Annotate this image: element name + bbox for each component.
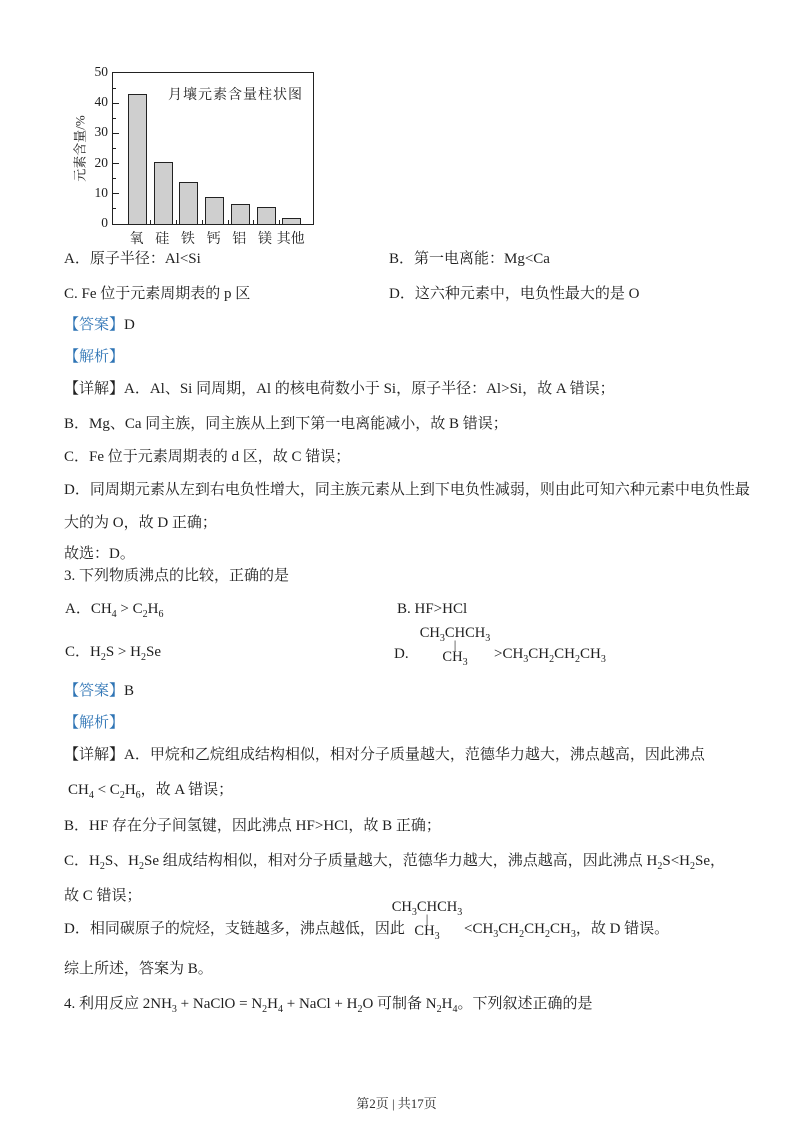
bar-镁 bbox=[257, 207, 276, 224]
bar-氧 bbox=[128, 94, 147, 224]
x-axis-label: 硅 bbox=[155, 232, 170, 247]
q2-option-c: C. Fe 位于元素周期表的 p 区 bbox=[64, 286, 251, 302]
bar-铝 bbox=[231, 204, 250, 224]
y-tick-label: 0 bbox=[101, 215, 108, 230]
x-axis-label: 铝 bbox=[232, 232, 247, 247]
y-axis-tick bbox=[113, 178, 116, 179]
y-axis-tick bbox=[113, 163, 119, 164]
x-axis-tick bbox=[279, 220, 280, 224]
x-axis-tick bbox=[150, 220, 151, 224]
q2-analysis-label: 【解析】 bbox=[64, 349, 125, 365]
x-axis-label: 其他 bbox=[276, 232, 305, 247]
structure-bond: | bbox=[453, 637, 457, 652]
q2-detail-a: 【详解】A．Al、Si 同周期，Al 的核电荷数小于 Si，原子半径：Al>Si，故 A 错误； bbox=[64, 381, 615, 397]
isobutane-structure bbox=[415, 625, 495, 668]
y-axis-tick bbox=[113, 193, 119, 194]
y-tick-label: 40 bbox=[94, 94, 108, 110]
x-axis-label: 氧 bbox=[129, 232, 144, 247]
x-axis-label: 镁 bbox=[258, 232, 272, 247]
y-axis-tick bbox=[113, 88, 116, 89]
structure-top: $CH_3CHCH_3$ bbox=[391, 899, 463, 918]
structure-bottom: $CH_3$ bbox=[414, 923, 440, 942]
y-axis-tick bbox=[113, 103, 119, 104]
isobutane-structure bbox=[387, 899, 467, 942]
q3-detail-b: B．HF 存在分子间氢键，因此沸点 HF>HCl，故 B 正确； bbox=[64, 818, 441, 834]
q3-conclusion: 综上所述，答案为 B。 bbox=[64, 961, 213, 977]
q3-detail-c2: 故 C 错误； bbox=[64, 888, 142, 904]
q3-analysis-label: 【解析】 bbox=[64, 715, 125, 731]
y-tick-label: 20 bbox=[94, 154, 108, 170]
y-tick-label: 30 bbox=[94, 124, 108, 140]
q2-option-d: D．这六种元素中，电负性最大的是 O bbox=[389, 286, 640, 302]
q3-option-b: B. HF>HCl bbox=[397, 601, 468, 617]
q3-detail-d-text: D．相同碳原子的烷烃，支链越多，沸点越低，因此 bbox=[64, 921, 405, 937]
x-axis-tick bbox=[253, 220, 254, 224]
x-axis-tick bbox=[176, 220, 177, 224]
q2-option-b: B．第一电离能：Mg<Ca bbox=[389, 251, 550, 267]
footer-page-number: 第2页 | 共17页 bbox=[356, 1096, 437, 1111]
y-axis-tick bbox=[113, 208, 116, 209]
chart-plot bbox=[112, 72, 314, 225]
y-axis-tick bbox=[113, 118, 116, 119]
bar-其他 bbox=[282, 218, 301, 224]
answer-label: 【答案】 bbox=[64, 683, 125, 699]
y-axis-tick bbox=[113, 133, 119, 134]
q3-detail-a2: $CH_4 < C_2H_6$，故 A 错误； bbox=[68, 782, 234, 801]
y-tick-label: 10 bbox=[94, 184, 108, 200]
x-axis-label: 钙 bbox=[206, 232, 221, 247]
q3-detail-d-right: $<CH_3CH_2CH_2CH_3$，故 D 错误。 bbox=[464, 921, 670, 940]
q3-stem: 3. 下列物质沸点的比较，正确的是 bbox=[64, 568, 290, 584]
x-axis-tick bbox=[202, 220, 203, 224]
answer-label: 【答案】 bbox=[64, 317, 125, 333]
structure-bond: | bbox=[425, 911, 429, 926]
q2-option-a: A．原子半径：Al<Si bbox=[64, 251, 201, 267]
x-axis-label: 铁 bbox=[180, 232, 195, 247]
q3-option-a: A．$CH_4 > C_2H_6$ bbox=[65, 601, 164, 620]
q3-detail-a1: 【详解】A．甲烷和乙烷组成结构相似，相对分子质量越大，范德华力越大，沸点越高，因此沸点 bbox=[64, 747, 705, 763]
q3-detail-c1: C．$H_2S$、$H_2Se$ 组成结构相似，相对分子质量越大，范德华力越大，沸点越高，因此沸点 $H_2S<H_2Se$， bbox=[64, 853, 726, 872]
q2-answer-line bbox=[64, 315, 135, 336]
chart-title: 月壤元素含量柱状图 bbox=[168, 88, 303, 103]
structure-top: $CH_3CHCH_3$ bbox=[419, 625, 491, 644]
bar-铁 bbox=[179, 182, 198, 224]
q2-detail-d2: 大的为 O，故 D 正确； bbox=[64, 515, 217, 531]
q4-stem: 4. 利用反应 $2NH_3$ + NaClO = $N_2H_4$ + NaCl + $H_2O$ 可制备 $N_2H_4$。下列叙述正确的是 bbox=[64, 996, 593, 1015]
structure-bottom: $CH_3$ bbox=[442, 649, 468, 668]
q2-detail-b: B．Mg、Ca 同主族，同主族从上到下第一电离能减小，故 B 错误； bbox=[64, 416, 508, 432]
q2-detail-d1: D．同周期元素从左到右电负性增大，同主族元素从上到下电负性减弱，则由此可知六种元素中电负性最 bbox=[64, 482, 750, 498]
bar-硅 bbox=[154, 162, 173, 224]
y-axis-tick bbox=[113, 148, 116, 149]
answer-value: D bbox=[124, 317, 135, 333]
q3-option-d-label: D. bbox=[394, 646, 409, 662]
q2-conclusion: 故选：D。 bbox=[64, 546, 135, 562]
x-axis-tick bbox=[228, 220, 229, 224]
y-tick-label: 50 bbox=[94, 64, 108, 79]
bar-钙 bbox=[205, 197, 224, 224]
answer-value: B bbox=[124, 683, 135, 699]
chart-y-axis-label: 元素含量/% bbox=[72, 115, 88, 182]
q2-detail-c: C．Fe 位于元素周期表的 d 区，故 C 错误； bbox=[64, 449, 351, 465]
q3-answer-line bbox=[64, 681, 134, 702]
q3-option-d-right: $>CH_3CH_2CH_2CH_3$ bbox=[494, 646, 606, 665]
q3-option-c: C．$H_2S > H_2Se$ bbox=[65, 644, 161, 663]
lunar-chart bbox=[64, 62, 364, 257]
